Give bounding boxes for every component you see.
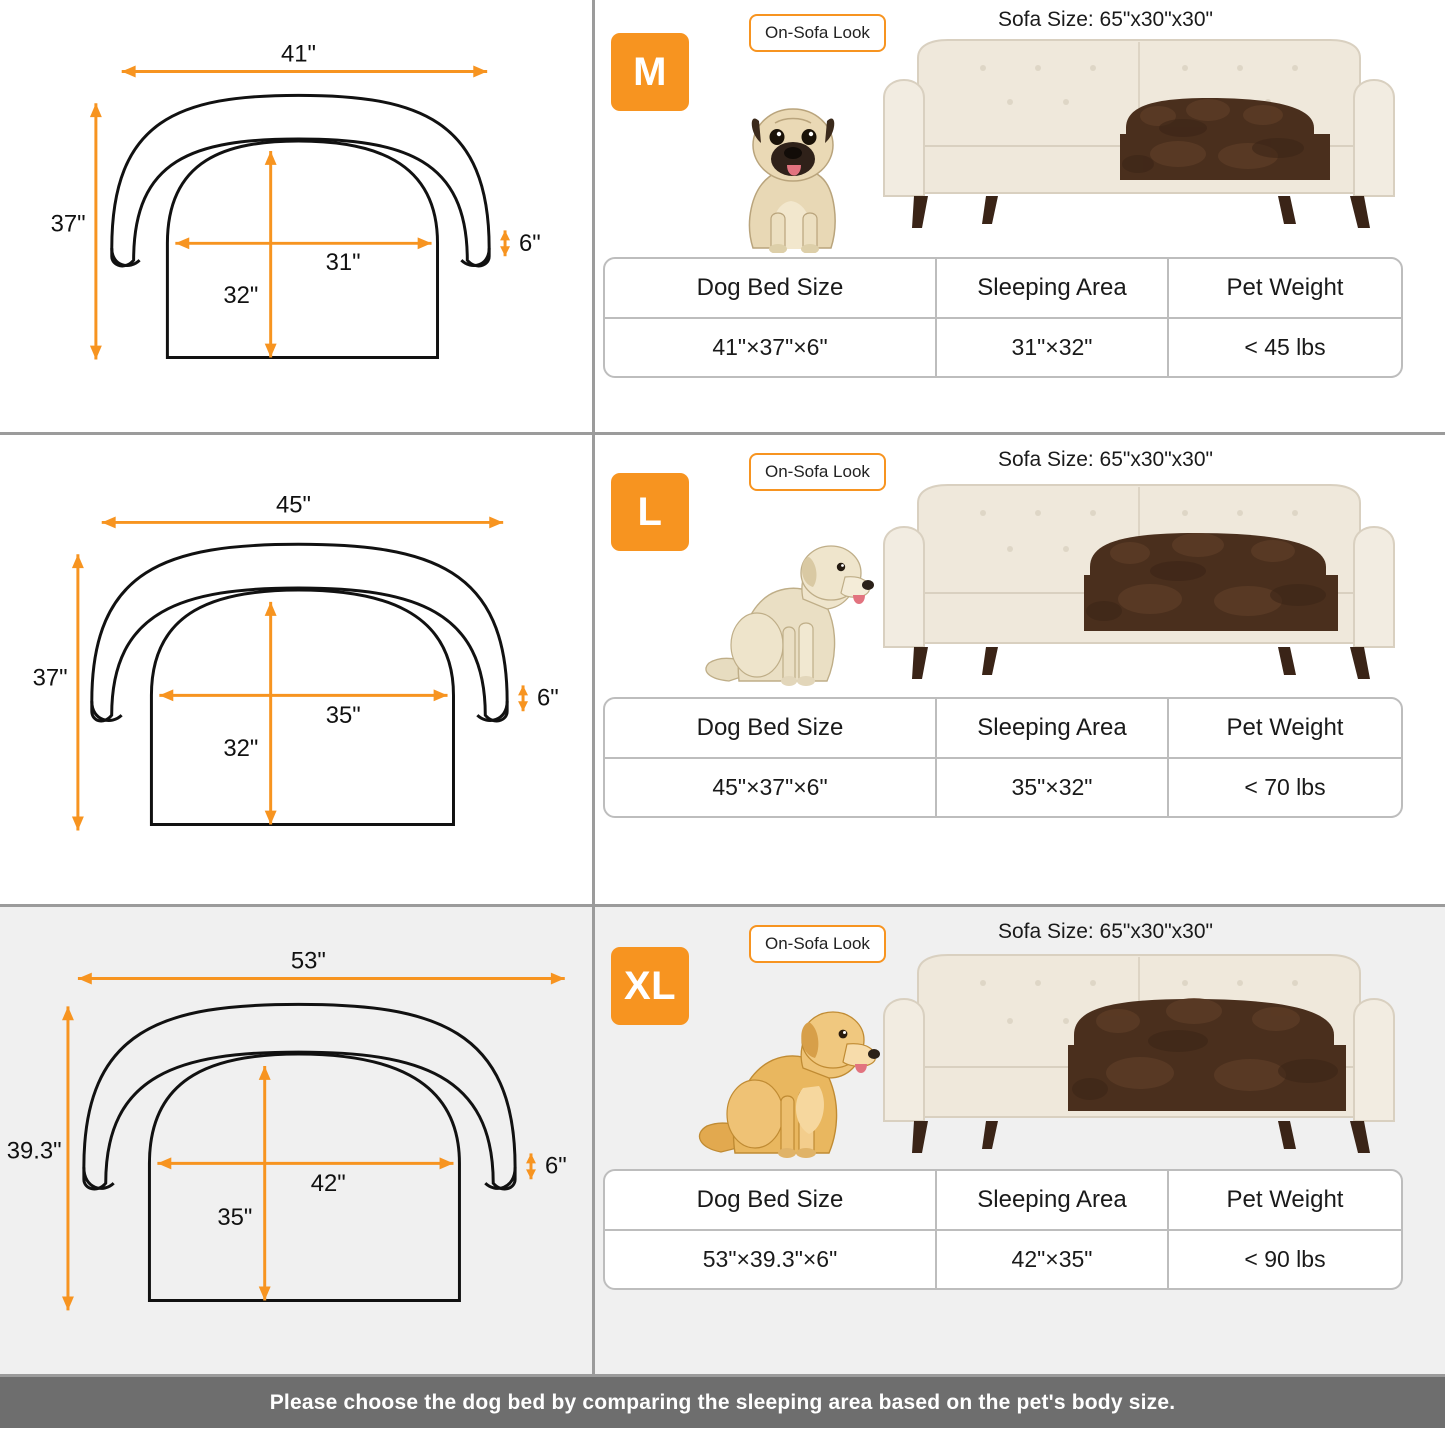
header-dog-bed-size: Dog Bed Size — [696, 714, 844, 741]
dim-inner-height-arrow-top — [265, 151, 277, 165]
dim-thickness-arrow-top — [518, 685, 528, 695]
dim-thickness-arrow-top — [526, 1153, 536, 1163]
dim-inner-width-arrow-right — [418, 237, 432, 249]
table-header-row — [605, 1171, 1401, 1229]
bed-diagram-xl — [0, 907, 592, 1374]
dim-width-arrow-left — [78, 973, 92, 985]
value-sleeping-area: 31"×32" — [935, 319, 1167, 376]
spec-table-l — [603, 697, 1403, 818]
table-header-row — [605, 699, 1401, 757]
bolster-cap-right — [461, 248, 489, 265]
dim-height-arrow-top — [62, 1006, 74, 1020]
size-row-m — [0, 0, 1445, 435]
value-dog-bed-size: 41"×37"×6" — [712, 334, 828, 360]
size-badge-l: L — [611, 473, 689, 551]
dim-inner-width-label: 42" — [310, 1170, 346, 1198]
spec-table-xl — [603, 1169, 1403, 1290]
dim-thickness-arrow-bottom — [500, 246, 510, 256]
dim-width-label: 41" — [280, 40, 316, 68]
dog-image-golden-retriever — [691, 970, 891, 1165]
dim-width-label: 53" — [290, 947, 326, 975]
sofa-with-bed-image-m — [878, 28, 1398, 243]
spec-table-m — [603, 257, 1403, 378]
dim-inner-height-arrow-top — [265, 602, 277, 616]
bolster-cap-left — [112, 248, 140, 265]
value-dog-bed-size: 53"×39.3"×6" — [702, 1246, 838, 1272]
bed-diagram-m — [0, 0, 592, 432]
dim-width-label: 45" — [276, 491, 312, 519]
value-sleeping-area: 35"×32" — [935, 759, 1167, 816]
size-badge-m: M — [611, 33, 689, 111]
value-pet-weight: < 45 lbs — [1167, 319, 1401, 376]
value-dog-bed-size: 45"×37"×6" — [712, 774, 828, 800]
dim-inner-width-arrow-right — [440, 1157, 454, 1169]
dim-height-label: 39.3" — [6, 1137, 62, 1165]
dim-inner-height-arrow-bottom — [265, 344, 277, 358]
dim-width-arrow-right — [473, 66, 487, 78]
sleeping-area-outline — [167, 141, 437, 357]
dim-inner-width-label: 35" — [325, 702, 361, 730]
header-sleeping-area: Sleeping Area — [935, 699, 1167, 757]
value-pet-weight: < 90 lbs — [1167, 1231, 1401, 1288]
dim-inner-height-arrow-bottom — [259, 1287, 271, 1301]
header-pet-weight: Pet Weight — [1167, 699, 1401, 757]
dim-inner-height-label: 32" — [223, 281, 259, 309]
sofa-with-bed-image-l — [878, 471, 1398, 696]
dim-thickness-arrow-top — [500, 230, 510, 240]
dim-thickness-arrow-bottom — [526, 1169, 536, 1179]
sofa-with-bed-image-xl — [878, 943, 1398, 1168]
dog-image-pug — [711, 73, 871, 253]
size-row-l — [0, 435, 1445, 907]
header-dog-bed-size: Dog Bed Size — [696, 274, 844, 301]
info-panel-l — [595, 435, 1445, 904]
on-sofa-look-pill-l: On-Sofa Look — [749, 453, 886, 491]
dim-inner-width-arrow-left — [159, 689, 173, 701]
dim-width-arrow-right — [551, 973, 565, 985]
on-sofa-look-pill-m: On-Sofa Look — [749, 14, 886, 52]
dim-inner-width-label: 31" — [325, 249, 361, 277]
dim-height-arrow-top — [90, 103, 102, 117]
dim-thickness-label: 6" — [537, 684, 559, 712]
dim-thickness-label: 6" — [519, 230, 541, 258]
dim-width-arrow-right — [489, 516, 503, 528]
diagram-panel-m — [0, 0, 595, 432]
on-sofa-look-pill-xl: On-Sofa Look — [749, 925, 886, 963]
table-row — [605, 317, 1401, 376]
dog-image-labrador — [695, 503, 885, 693]
sofa-size-label-m: Sofa Size: 65"x30"x30" — [998, 8, 1213, 31]
sleeping-area-outline — [151, 590, 453, 825]
dim-inner-height-label: 35" — [217, 1203, 253, 1231]
diagram-panel-l — [0, 435, 595, 904]
table-row — [605, 757, 1401, 816]
dim-inner-height-arrow-top — [259, 1066, 271, 1080]
sofa-size-label-xl: Sofa Size: 65"x30"x30" — [998, 920, 1213, 943]
header-pet-weight: Pet Weight — [1167, 259, 1401, 317]
header-sleeping-area: Sleeping Area — [935, 259, 1167, 317]
dim-inner-height-label: 32" — [223, 734, 259, 762]
bolster-cap-right — [477, 701, 507, 720]
diagram-panel-xl — [0, 907, 595, 1374]
bolster-cap-left — [84, 1167, 114, 1188]
dim-width-arrow-left — [102, 516, 116, 528]
info-panel-m — [595, 0, 1445, 432]
header-sleeping-area: Sleeping Area — [935, 1171, 1167, 1229]
visual-strip-l — [603, 443, 1433, 693]
table-row — [605, 1229, 1401, 1288]
sleeping-area-outline — [149, 1054, 459, 1300]
dim-height-arrow-bottom — [62, 1296, 74, 1310]
dim-inner-height-arrow-bottom — [265, 811, 277, 825]
visual-strip-xl — [603, 915, 1433, 1165]
bolster-cap-right — [485, 1167, 515, 1188]
dim-thickness-label: 6" — [544, 1152, 567, 1180]
dim-height-arrow-bottom — [90, 346, 102, 360]
sofa-size-label-l: Sofa Size: 65"x30"x30" — [998, 448, 1213, 471]
dim-height-label: 37" — [32, 664, 68, 692]
header-pet-weight: Pet Weight — [1167, 1171, 1401, 1229]
table-header-row — [605, 259, 1401, 317]
dim-inner-width-arrow-left — [157, 1157, 171, 1169]
value-pet-weight: < 70 lbs — [1167, 759, 1401, 816]
dim-width-arrow-left — [122, 66, 136, 78]
info-panel-xl — [595, 907, 1445, 1374]
dim-height-arrow-top — [72, 554, 84, 568]
value-sleeping-area: 42"×35" — [935, 1231, 1167, 1288]
footer-note: Please choose the dog bed by comparing the sleeping area based on the pet's body size. — [0, 1377, 1445, 1428]
dim-inner-width-arrow-left — [175, 237, 189, 249]
dim-inner-width-arrow-right — [434, 689, 448, 701]
visual-strip-m — [603, 8, 1433, 253]
dim-thickness-arrow-bottom — [518, 701, 528, 711]
dim-height-arrow-bottom — [72, 817, 84, 831]
size-badge-xl: XL — [611, 947, 689, 1025]
bolster-cap-left — [92, 701, 122, 720]
size-row-xl — [0, 907, 1445, 1377]
dim-height-label: 37" — [50, 210, 86, 238]
header-dog-bed-size: Dog Bed Size — [696, 1186, 844, 1213]
bed-diagram-l — [0, 435, 592, 904]
